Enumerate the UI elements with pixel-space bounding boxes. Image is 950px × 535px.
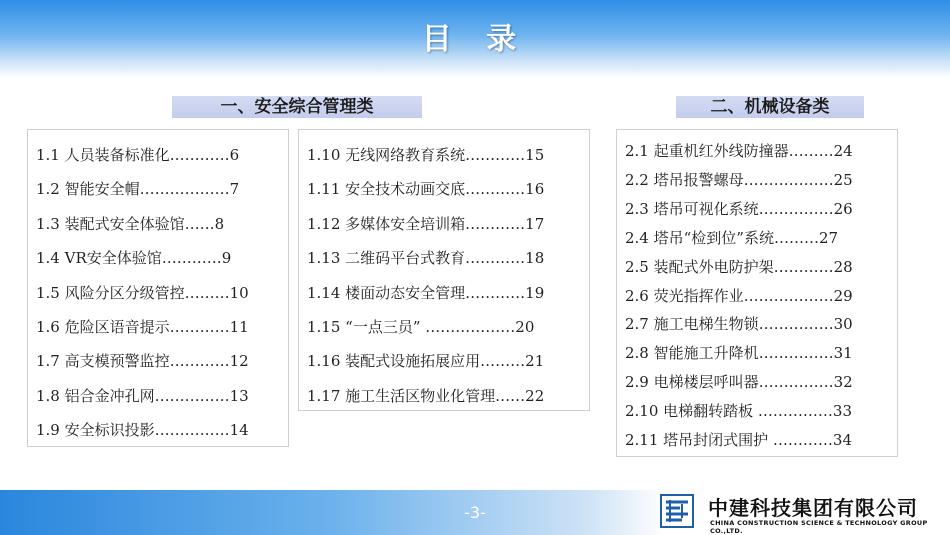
- toc-entry[interactable]: 1.10 无线网络教育系统…………15: [307, 146, 545, 164]
- toc-entry[interactable]: 1.15 “一点三员” ………………20: [307, 318, 535, 336]
- cscec-logo-icon: [660, 494, 694, 528]
- toc-box-safety-1: [27, 129, 289, 447]
- toc-entry[interactable]: 1.6 危险区语音提示…………11: [36, 318, 249, 336]
- toc-entry[interactable]: 2.7 施工电梯生物锁……………30: [625, 315, 853, 334]
- toc-entry[interactable]: 1.14 楼面动态安全管理…………19: [307, 283, 545, 302]
- toc-entry[interactable]: 2.5 装配式外电防护架…………28: [625, 257, 853, 276]
- toc-entry[interactable]: 2.11 塔吊封闭式围护 …………34: [625, 431, 853, 449]
- toc-entry[interactable]: 2.1 起重机红外线防撞器………24: [625, 142, 853, 160]
- toc-entry[interactable]: 1.7 高支模预警监控…………12: [36, 352, 249, 371]
- toc-entry[interactable]: 1.3 装配式安全体验馆……8: [36, 214, 225, 233]
- section-heading-safety: 一、安全综合管理类: [172, 96, 422, 118]
- toc-entry[interactable]: 1.13 二维码平台式教育…………18: [307, 249, 545, 268]
- page-number: -3-: [464, 503, 486, 522]
- section-heading-machinery: 二、机械设备类: [676, 96, 864, 118]
- company-name-en: CHINA CONSTRUCTION SCIENCE & TECHNOLOGY GROUP CO.,LTD.: [710, 519, 928, 535]
- toc-entry[interactable]: 1.5 风险分区分级管控………10: [36, 283, 249, 302]
- toc-entry[interactable]: 1.1 人员装备标准化…………6: [36, 146, 240, 164]
- toc-entry[interactable]: 2.4 塔吊“检到位”系统………27: [625, 228, 839, 247]
- toc-entry[interactable]: 1.12 多媒体安全培训箱…………17: [307, 214, 545, 233]
- toc-entry[interactable]: 1.8 铝合金冲孔网……………13: [36, 386, 249, 405]
- toc-entry[interactable]: 1.16 装配式设施拓展应用………21: [307, 352, 545, 371]
- page-title: 目 录: [421, 22, 529, 57]
- toc-entry[interactable]: 2.2 塔吊报警螺母………………25: [625, 170, 853, 189]
- toc-entry[interactable]: 2.10 电梯翻转踏板 ……………33: [625, 402, 853, 421]
- toc-box-machinery: [616, 129, 898, 457]
- toc-entry[interactable]: 2.8 智能施工升降机……………31: [625, 344, 853, 363]
- toc-box-safety-2: [298, 129, 590, 411]
- toc-entry[interactable]: 1.2 智能安全帽………………7: [36, 180, 240, 199]
- toc-entry[interactable]: 2.6 荧光指挥作业………………29: [625, 286, 853, 305]
- toc-entry[interactable]: 2.3 塔吊可视化系统……………26: [625, 199, 853, 218]
- toc-entry[interactable]: 1.4 VR安全体验馆…………9: [36, 249, 232, 268]
- toc-entry[interactable]: 1.17 施工生活区物业化管理……22: [307, 386, 545, 405]
- toc-entry[interactable]: 1.9 安全标识投影……………14: [36, 421, 249, 440]
- toc-entry[interactable]: 2.9 电梯楼层呼叫器……………32: [625, 373, 853, 392]
- toc-entry[interactable]: 1.11 安全技术动画交底…………16: [307, 180, 545, 199]
- company-name-cn: 中建科技集团有限公司: [708, 496, 918, 520]
